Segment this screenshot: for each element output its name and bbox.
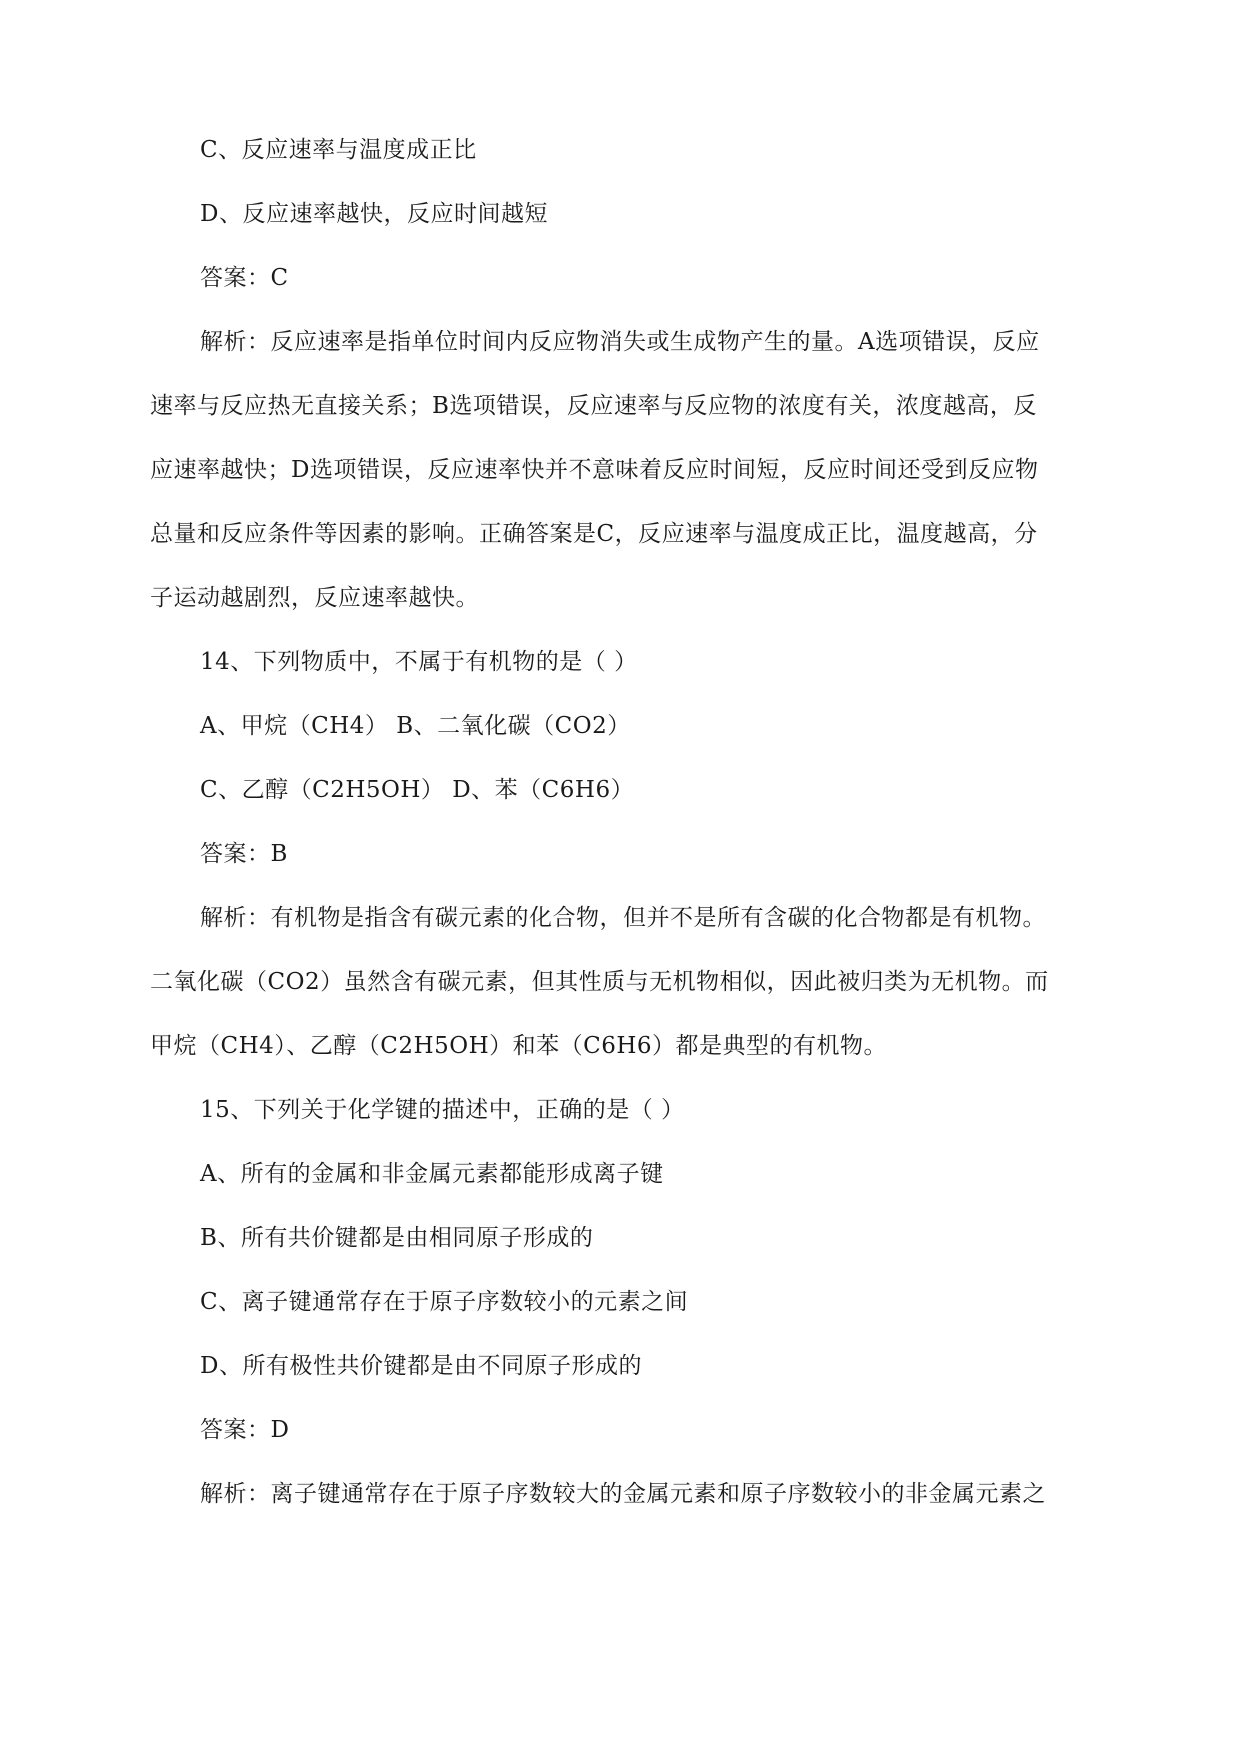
q13-answer: 答案：C bbox=[200, 265, 289, 291]
q15-option-a: A、所有的金属和非金属元素都能形成离子键 bbox=[200, 1161, 664, 1187]
q15-option-c: C、离子键通常存在于原子序数较小的元素之间 bbox=[200, 1289, 689, 1315]
q15-option-d: D、所有极性共价键都是由不同原子形成的 bbox=[200, 1353, 642, 1379]
q13-analysis-line: 解析：反应速率是指单位时间内反应物消失或生成物产生的量。A选项错误，反应 bbox=[200, 329, 1040, 355]
q14-options-ab: A、甲烷（CH4） B、二氧化碳（CO2） bbox=[200, 713, 631, 739]
q15-question: 15、下列关于化学键的描述中，正确的是（ ） bbox=[200, 1097, 685, 1123]
q13-analysis-line: 子运动越剧烈，反应速率越快。 bbox=[150, 585, 479, 611]
q13-option-d: D、反应速率越快，反应时间越短 bbox=[200, 201, 548, 227]
q15-option-b: B、所有共价键都是由相同原子形成的 bbox=[200, 1225, 594, 1251]
q13-analysis-line: 速率与反应热无直接关系；B选项错误，反应速率与反应物的浓度有关，浓度越高，反 bbox=[150, 393, 1037, 419]
q13-analysis-line: 应速率越快；D选项错误，反应速率快并不意味着反应时间短，反应时间还受到反应物 bbox=[150, 457, 1039, 483]
q14-analysis-line: 甲烷（CH4）、乙醇（C2H5OH）和苯（C6H6）都是典型的有机物。 bbox=[150, 1033, 888, 1059]
q15-analysis-line: 解析：离子键通常存在于原子序数较大的金属元素和原子序数较小的非金属元素之 bbox=[200, 1481, 1046, 1507]
q13-analysis-line: 总量和反应条件等因素的影响。正确答案是C，反应速率与温度成正比，温度越高，分 bbox=[150, 521, 1038, 547]
q14-analysis-line: 二氧化碳（CO2）虽然含有碳元素，但其性质与无机物相似，因此被归类为无机物。而 bbox=[150, 969, 1049, 995]
q13-option-c: C、反应速率与温度成正比 bbox=[200, 137, 477, 163]
q14-question: 14、下列物质中，不属于有机物的是（ ） bbox=[200, 649, 638, 675]
q14-answer: 答案：B bbox=[200, 841, 288, 867]
q15-answer: 答案：D bbox=[200, 1417, 290, 1443]
q14-options-cd: C、乙醇（C2H5OH） D、苯（C6H6） bbox=[200, 777, 635, 803]
q14-analysis-line: 解析：有机物是指含有碳元素的化合物，但并不是所有含碳的化合物都是有机物。 bbox=[200, 905, 1046, 931]
